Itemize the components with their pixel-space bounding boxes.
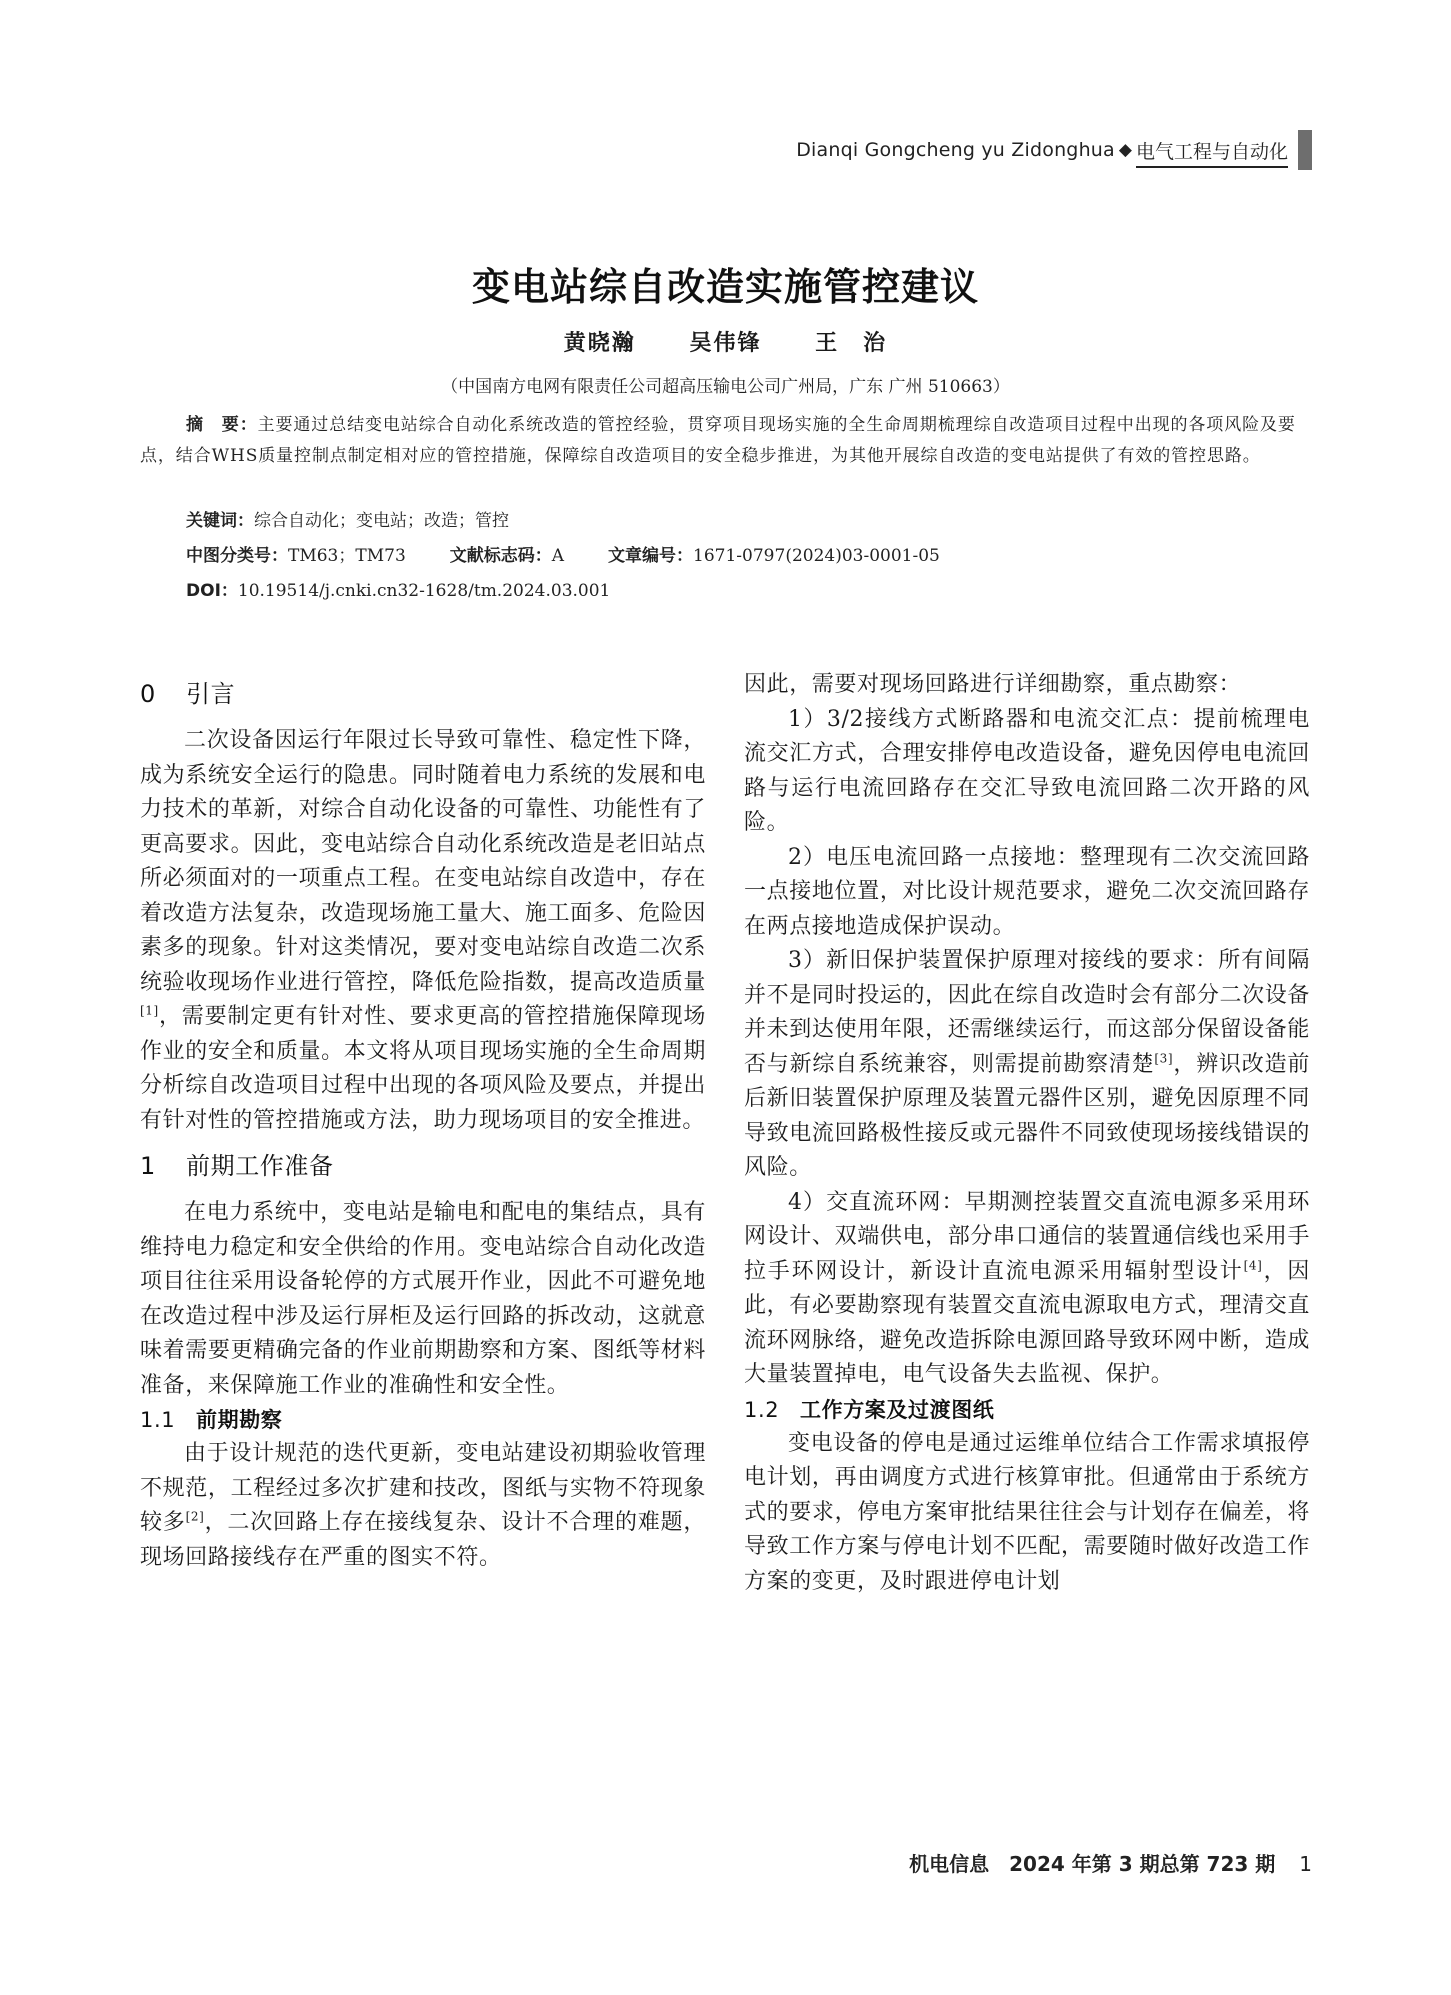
keywords-text: 综合自动化；变电站；改造；管控 (254, 511, 509, 531)
subsection-title: 前期勘察 (196, 1408, 283, 1432)
abstract-text: 主要通过总结变电站综合自动化系统改造的管控经验，贯穿项目现场实施的全生命周期梳理综自改造项目过程中出现的各项风险及要点，结合WHS质量控制点制定相对应的管控措施，保障综自改造项目的安全稳步推进，为其他开展综自改造的变电站提供了有效的管控思路。 (140, 415, 1296, 466)
classification-line (186, 541, 940, 566)
citation: [1] (140, 1003, 159, 1018)
paragraph: 在电力系统中，变电站是输电和配电的集结点，具有维持电力稳定和安全供给的作用。变电站综合自动化改造项目往往采用设备轮停的方式展开作业，因此不可避免地在改造过程中涉及运行屏柜及运行回路的拆改动，这就意味着需要更精确完备的作业前期勘察和方案、图纸等材料准备，来保障施工作业的准确性和安全性。 (140, 1200, 706, 1398)
citation: [2] (185, 1509, 205, 1524)
page-footer (909, 1848, 1312, 1877)
right-column (744, 668, 1310, 1599)
author-name: 黄晓瀚 (563, 330, 636, 356)
subsection-heading (140, 1403, 706, 1437)
journal-pinyin-name: Dianqi Gongcheng yu Zidonghua (796, 139, 1115, 161)
author-affiliation: （中国南方电网有限责任公司超高压输电公司广州局，广东 广州 510663） (441, 377, 1010, 397)
doi-line (186, 576, 610, 601)
journal-chinese-name: 电气工程与自动化 (1136, 137, 1288, 168)
keywords-line (186, 506, 509, 531)
doc-code-value: A (551, 546, 565, 566)
citation: [4] (1243, 1258, 1263, 1273)
doi-value: 10.19514/j.cnki.cn32-1628/tm.2024.03.001 (237, 581, 611, 601)
citation: [3] (1154, 1051, 1174, 1066)
paragraph: 二次设备因运行年限过长导致可靠性、稳定性下降，成为系统安全运行的隐患。同时随着电力系统的发展和电力技术的革新，对综合自动化设备的可靠性、功能性有了更高要求。因此，变电站综合自动化系统改造是老旧站点所必须面对的一项重点工程。在变电站综自改造中，存在着改造方法复杂，改造现场施工量大、施工面多、危险因素多的现象。针对这类情况，要对变电站综自改造二次系统验收现场作业进行管控，降低危险指数，提高改造质量[1]，需要制定更有针对性、要求更高的管控措施保障现场作业的安全和质量。本文将从项目现场实施的全生命周期分析综自改造项目过程中出现的各项风险及要点，并提出有针对性的管控措施或方法，助力现场项目的安全推进。 (140, 728, 706, 1133)
list-item: 4）交直流环网：早期测控装置交直流电源多采用环网设计、双端供电，部分串口通信的装置通信线也采用手拉手环网设计，新设计直流电源采用辐射型设计[4]，因此，有必要勘察现有装置交直流电源取电方式，理清交直流环网脉络，避免改造拆除电源回路导致环网中断，造成大量装置掉电，电气设备失去监视、保护。 (744, 1189, 1311, 1387)
paragraph: 由于设计规范的迭代更新，变电站建设初期验收管理不规范，工程经过多次扩建和技改，图纸与实物不符现象较多[2]，二次回路上存在接线复杂、设计不合理的难题，现场回路接线存在严重的图实不符。 (140, 1441, 707, 1570)
page-number: 1 (1299, 1852, 1312, 1876)
subsection-number: 1.1 (140, 1408, 176, 1432)
article-number-label: 文章编号： (608, 546, 694, 566)
paragraph: 变电设备的停电是通过运维单位结合工作需求填报停电计划，再由调度方式进行核算审批。但通常由于系统方式的要求，停电方案审批结果往往会与计划存在偏差，将导致工作方案与停电计划不匹配，需要随时做好改造工作方案的变更，及时跟进停电计划 (744, 1430, 1310, 1594)
abstract (140, 410, 1310, 472)
section-heading (140, 672, 706, 716)
section-number: 1 (140, 1152, 156, 1180)
subsection-heading (744, 1393, 1310, 1427)
running-header (796, 130, 1312, 170)
list-item: 1）3/2接线方式断路器和电流交汇点：提前梳理电流交汇方式，合理安排停电改造设备，避免因停电电流回路与运行电流回路存在交汇导致电流回路二次开路的风险。 (744, 706, 1310, 835)
paragraph: 因此，需要对现场回路进行详细勘察，重点勘察： (744, 672, 1242, 697)
left-column (140, 668, 706, 1575)
article-title: 变电站综自改造实施管控建议 (471, 265, 979, 309)
author-list (0, 326, 1451, 357)
section-number: 0 (140, 680, 156, 708)
list-item: 2）电压电流回路一点接地：整理现有二次交流回路一点接地位置，对比设计规范要求，避免二次交流回路存在两点接地造成保护误动。 (744, 844, 1310, 939)
section-title: 前期工作准备 (186, 1152, 334, 1180)
keywords-label: 关键词： (186, 511, 254, 531)
list-item: 3）新旧保护装置保护原理对接线的要求：所有间隔并不是同时投运的，因此在综自改造时会有部分二次设备并未到达使用年限，还需继续运行，而这部分保留设备能否与新综自系统兼容，则需提前勘察清楚[3]，辨识改造前后新旧装置保护原理及装置元器件区别，避免因原理不同导致电流回路极性接反或元器件不同致使现场接线错误的风险。 (744, 948, 1310, 1180)
subsection-number: 1.2 (744, 1397, 780, 1422)
abstract-label: 摘 要： (186, 415, 258, 435)
subsection-title: 工作方案及过渡图纸 (800, 1397, 995, 1422)
article-number-value: 1671-0797(2024)03-0001-05 (693, 546, 940, 566)
clc-label: 中图分类号： (186, 546, 288, 566)
doi-label: DOI： (186, 581, 238, 601)
clc-value: TM63；TM73 (288, 546, 406, 566)
journal-issue: 机电信息 2024 年第 3 期总第 723 期 (909, 1852, 1276, 1876)
header-bar-mark (1298, 130, 1312, 170)
author-name: 吴伟锋 (689, 330, 762, 356)
diamond-icon: ◆ (1118, 140, 1132, 160)
doc-code-label: 文献标志码： (449, 546, 552, 566)
section-title: 引言 (186, 680, 236, 708)
section-heading (140, 1144, 706, 1188)
author-name: 王 治 (815, 330, 888, 356)
